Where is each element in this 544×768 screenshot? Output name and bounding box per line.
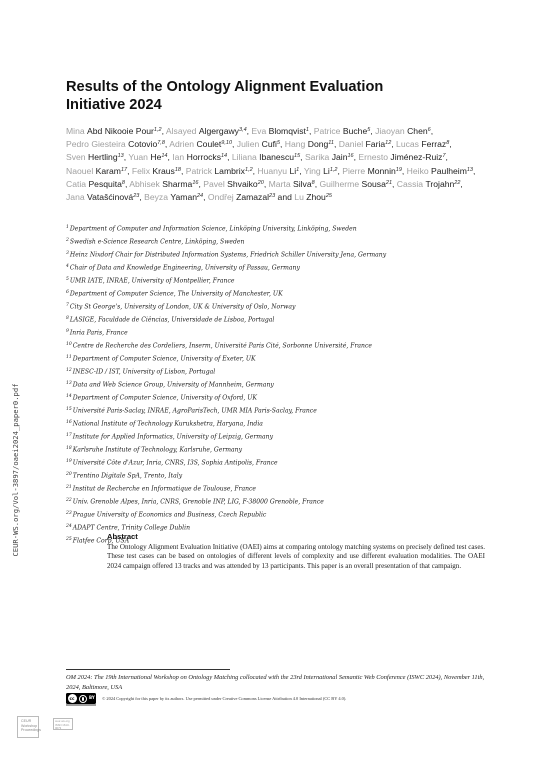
conference-footnote: OM 2024: The 19th International Workshop on Ontology Matching collocated with the 23rd International Semantic Web Conference (ISWC 2024), November 11th, 2024, Baltimore, USA bbox=[66, 674, 485, 691]
author-entry bbox=[407, 166, 476, 176]
author-separator: , bbox=[314, 178, 318, 189]
author-family-name: Pesquita bbox=[88, 178, 122, 189]
affiliation-item bbox=[66, 313, 486, 326]
affiliation-number: 6 bbox=[66, 290, 69, 295]
affiliation-number: 3 bbox=[66, 251, 69, 256]
license-text: © 2024 Copyright for this paper by its authors. Use permitted under Creative Commons License Attribution 4.0 International (CC BY 4.0). bbox=[102, 696, 347, 701]
ceur-url-text: CEUR-WS.org/Vol-3897/oaei2024_paper0.pdf bbox=[11, 383, 20, 557]
author-entry bbox=[358, 152, 448, 162]
author-separator: , bbox=[198, 178, 201, 189]
affiliation-number: 16 bbox=[66, 420, 72, 425]
affiliation-number: 20 bbox=[66, 472, 72, 477]
author-entry bbox=[132, 166, 184, 176]
affiliation-number: 12 bbox=[66, 368, 72, 373]
author-entry bbox=[285, 139, 337, 149]
author-family-name: Monnin bbox=[367, 165, 396, 176]
author-entry bbox=[66, 179, 127, 189]
cc-badge-underline bbox=[66, 704, 96, 706]
author-affiliation-marker: 9,10 bbox=[221, 140, 233, 147]
affiliation-list bbox=[66, 222, 486, 547]
affiliation-text: Inria Paris, France bbox=[69, 329, 128, 337]
author-given-name: Hang bbox=[284, 139, 306, 150]
affiliation-text: Swedish e-Science Research Centre, Linköping, Sweden bbox=[69, 238, 245, 246]
affiliation-text: Institute for Applied Informatics, University of Leipzig, Germany bbox=[72, 433, 274, 441]
author-family-name: Ferraz bbox=[421, 139, 447, 150]
paper-title bbox=[66, 78, 486, 114]
affiliation-item bbox=[66, 469, 486, 482]
author-entry bbox=[294, 192, 332, 202]
affiliation-number: 23 bbox=[66, 511, 72, 516]
affiliation-item bbox=[66, 443, 486, 456]
author-family-name: Coulet bbox=[196, 139, 222, 150]
affiliation-item bbox=[66, 378, 486, 391]
author-affiliation-marker: 7 bbox=[442, 153, 446, 160]
author-affiliation-marker: 5 bbox=[367, 127, 371, 133]
affiliation-item bbox=[66, 430, 486, 443]
author-affiliation-marker: 8 bbox=[446, 140, 450, 147]
author-separator: , bbox=[430, 126, 434, 136]
author-separator: , bbox=[167, 152, 170, 163]
author-given-name: Liliana bbox=[231, 152, 257, 163]
author-family-name: Sharma bbox=[162, 178, 193, 189]
author-separator: , bbox=[300, 152, 303, 163]
author-affiliation-marker: 13 bbox=[466, 166, 473, 173]
affiliation-number: 21 bbox=[66, 485, 72, 490]
author-separator: , bbox=[161, 126, 164, 136]
affiliation-item bbox=[66, 391, 486, 404]
author-family-name: Li bbox=[323, 165, 330, 176]
affiliation-item bbox=[66, 261, 486, 274]
author-affiliation-marker: 16 bbox=[192, 179, 199, 186]
author-entry bbox=[319, 179, 394, 189]
author-given-name: Guilherme bbox=[319, 178, 360, 189]
author-given-name: Alsayed bbox=[165, 126, 197, 136]
author-given-name: Ian bbox=[172, 152, 185, 163]
cc-icon: cc bbox=[68, 694, 77, 703]
author-affiliation-marker: 6 bbox=[427, 127, 431, 133]
author-family-name: Algergawy bbox=[198, 126, 239, 136]
author-separator: , bbox=[280, 139, 283, 150]
author-family-name: Abd Nikooie Pour bbox=[87, 126, 154, 136]
author-affiliation-marker: 5 bbox=[276, 140, 281, 147]
affiliation-number: 24 bbox=[66, 524, 72, 529]
affiliation-text: City St George's, University of London, UK & University of Oslo, Norway bbox=[69, 303, 296, 311]
author-family-name: Hertling bbox=[87, 152, 118, 163]
affiliation-text: National Institute of Technology Kurukshetra, Haryana, India bbox=[72, 420, 263, 428]
affiliation-text: Heinz Nixdorf Chair for Distributed Information Systems, Friedrich Schiller University Jena, Germany bbox=[69, 251, 387, 259]
author-entry bbox=[66, 139, 167, 149]
ceur-logo-line: Workshop bbox=[21, 723, 38, 728]
affiliation-number: 8 bbox=[66, 316, 69, 321]
author-given-name: Abhisek bbox=[129, 178, 160, 189]
by-label: BY bbox=[89, 695, 95, 700]
affiliation-number: 2 bbox=[66, 238, 69, 243]
author-family-name: Kraus bbox=[152, 165, 175, 176]
author-given-name: Julien bbox=[236, 139, 260, 150]
author-affiliation-marker: 1 bbox=[296, 166, 300, 173]
author-given-name: Mina bbox=[66, 126, 85, 136]
author-entry bbox=[339, 139, 394, 149]
author-affiliation-marker: 22 bbox=[454, 179, 461, 186]
author-affiliation-marker: 24 bbox=[197, 193, 204, 200]
author-family-name: Li bbox=[289, 165, 297, 176]
affiliation-item bbox=[66, 482, 486, 495]
ceur-url-sidebar bbox=[0, 340, 20, 600]
affiliation-text: Prague University of Economics and Business, Czech Republic bbox=[72, 511, 267, 519]
affiliation-number: 18 bbox=[66, 446, 72, 451]
author-affiliation-marker: 19 bbox=[395, 166, 402, 173]
author-entry bbox=[257, 166, 301, 176]
author-affiliation-marker: 21 bbox=[385, 179, 393, 186]
author-given-name: Daniel bbox=[338, 139, 364, 150]
author-entry bbox=[166, 126, 249, 136]
ceur-logo-line: Proceedings bbox=[21, 728, 41, 733]
author-entry bbox=[375, 126, 433, 136]
affiliation-number: 22 bbox=[66, 498, 72, 503]
author-given-name: Patrice bbox=[313, 126, 341, 136]
author-separator: , bbox=[252, 165, 256, 176]
affiliation-text: ADAPT Centre, Trinity College Dublin bbox=[72, 524, 191, 532]
author-family-name: Horrocks bbox=[186, 152, 221, 163]
author-affiliation-marker: 3,4 bbox=[238, 127, 247, 133]
author-entry bbox=[342, 166, 404, 176]
author-given-name: Catia bbox=[66, 178, 87, 189]
author-given-name: Felix bbox=[131, 165, 150, 176]
author-affiliation-marker: 15 bbox=[294, 153, 301, 160]
author-family-name: Silva bbox=[292, 178, 312, 189]
author-family-name: Zhou bbox=[306, 192, 326, 203]
author-separator: , bbox=[227, 152, 230, 163]
affiliation-text: Department of Computer Science, University of Oxford, UK bbox=[72, 394, 257, 402]
affiliation-number: 13 bbox=[66, 381, 72, 386]
affiliation-item bbox=[66, 274, 486, 287]
author-affiliation-marker: 14 bbox=[221, 153, 228, 160]
affiliation-text: UMR IATE, INRAE, University of Montpellier, France bbox=[69, 277, 235, 285]
author-separator: , bbox=[299, 165, 302, 176]
author-given-name: Patrick bbox=[185, 165, 213, 176]
affiliation-text: Institut de Recherche en Informatique de Toulouse, France bbox=[72, 485, 257, 493]
affiliation-number: 11 bbox=[66, 355, 72, 360]
author-family-name: Karam bbox=[95, 165, 121, 176]
affiliation-item bbox=[66, 222, 486, 235]
author-given-name: Adrien bbox=[169, 139, 195, 150]
affiliation-item bbox=[66, 404, 486, 417]
author-affiliation-marker: 7,8 bbox=[157, 140, 165, 147]
author-entry bbox=[304, 166, 340, 176]
author-entry bbox=[128, 152, 170, 162]
author-separator: , bbox=[139, 192, 142, 203]
affiliation-text: Trentino Digitale SpA, Trento, Italy bbox=[72, 472, 183, 480]
author-entry bbox=[314, 126, 373, 136]
ceur-logo-box bbox=[17, 716, 39, 738]
author-separator: , bbox=[180, 165, 184, 176]
author-given-name: Beyza bbox=[144, 192, 169, 203]
author-family-name: Jain bbox=[331, 152, 348, 163]
author-given-name: Yuan bbox=[128, 152, 148, 163]
affiliation-number: 14 bbox=[66, 394, 72, 399]
author-separator: , bbox=[337, 165, 340, 176]
affiliation-item bbox=[66, 235, 486, 248]
affiliation-number: 19 bbox=[66, 459, 72, 464]
author-affiliation-marker: 12 bbox=[385, 140, 392, 147]
author-entry bbox=[172, 152, 229, 162]
ceur-issn-text: ISSN 1613-0073 bbox=[55, 722, 70, 731]
author-given-name: Cassia bbox=[396, 178, 424, 189]
affiliation-number: 10 bbox=[66, 342, 72, 347]
affiliation-number: 1 bbox=[66, 225, 69, 230]
author-given-name: Naouel bbox=[66, 165, 94, 176]
author-entry bbox=[144, 192, 205, 202]
author-separator: , bbox=[308, 126, 312, 136]
affiliation-item bbox=[66, 326, 486, 339]
affiliation-item bbox=[66, 456, 486, 469]
author-given-name: Marta bbox=[268, 178, 291, 189]
affiliation-text: Centre de Recherche des Cordeliers, Inserm, Université Paris Cité, Sorbonne Université, France bbox=[72, 342, 372, 350]
author-list bbox=[66, 124, 484, 203]
author-entry bbox=[396, 139, 452, 149]
author-separator: , bbox=[127, 165, 130, 176]
affiliation-number: 5 bbox=[66, 277, 69, 282]
author-separator: , bbox=[445, 152, 448, 163]
author-separator: , bbox=[392, 178, 395, 189]
author-affiliation-marker: 1,2 bbox=[153, 127, 162, 133]
affiliation-text: Université Côte d'Azur, Inria, CNRS, I3S, Sophia Antipolis, France bbox=[72, 459, 278, 467]
author-affiliation-marker: 8 bbox=[311, 179, 315, 186]
author-given-name: Lu bbox=[294, 192, 304, 203]
author-affiliation-marker: 1,2 bbox=[244, 166, 253, 173]
affiliation-text: Department of Computer and Information Science, Linköping University, Linköping, Sweden bbox=[69, 225, 357, 233]
affiliation-number: 7 bbox=[66, 303, 69, 308]
affiliation-item bbox=[66, 300, 486, 313]
author-affiliation-marker: 13 bbox=[117, 153, 124, 160]
author-separator: , bbox=[473, 165, 476, 176]
author-affiliation-marker: 1,2 bbox=[329, 166, 338, 173]
ceur-logo-line: CEUR bbox=[21, 719, 32, 723]
author-affiliation-marker: 16 bbox=[347, 153, 354, 160]
cc-by-badge-icon bbox=[66, 693, 96, 704]
affiliation-number: 4 bbox=[66, 264, 69, 269]
author-separator: , bbox=[401, 165, 405, 176]
affiliation-text: Flatfee Corp, USA bbox=[72, 537, 130, 545]
affiliation-text: INESC-ID / IST, University of Lisbon, Portugal bbox=[72, 368, 216, 376]
author-given-name: Jana bbox=[66, 192, 85, 203]
author-entry bbox=[397, 179, 463, 189]
title-line: Results of the Ontology Alignment Evaluation bbox=[66, 79, 384, 95]
author-entry bbox=[186, 166, 255, 176]
affiliation-number: 15 bbox=[66, 407, 72, 412]
author-family-name: Zamazal bbox=[236, 192, 270, 203]
affiliation-item bbox=[66, 495, 486, 508]
author-given-name: Heiko bbox=[406, 165, 429, 176]
author-separator: , bbox=[334, 139, 337, 150]
author-affiliation-marker: 8 bbox=[121, 179, 125, 186]
attribution-person-icon bbox=[79, 695, 87, 703]
author-separator: , bbox=[203, 192, 206, 203]
author-given-name: Pedro Giesteira bbox=[66, 139, 126, 150]
author-given-name: Lucas bbox=[396, 139, 419, 150]
author-affiliation-marker: 1 bbox=[305, 127, 309, 133]
affiliation-text: LASIGE, Faculdade de Ciências, Universidade de Lisboa, Portugal bbox=[69, 316, 275, 324]
author-entry bbox=[305, 152, 356, 162]
author-family-name: Dong bbox=[307, 139, 329, 150]
author-family-name: Yaman bbox=[170, 192, 197, 203]
author-separator: , bbox=[246, 126, 250, 136]
author-entry bbox=[169, 139, 234, 149]
author-given-name: Ying bbox=[303, 165, 321, 176]
author-family-name: Cufi bbox=[261, 139, 277, 150]
author-affiliation-marker: 23 bbox=[133, 193, 140, 200]
author-given-name: Sven bbox=[66, 152, 86, 163]
author-entry bbox=[208, 192, 292, 202]
title-line: Initiative 2024 bbox=[66, 97, 162, 113]
author-family-name: Jiménez-Ruiz bbox=[390, 152, 443, 163]
affiliation-item bbox=[66, 365, 486, 378]
ceur-workshop-logo bbox=[17, 716, 73, 738]
author-entry bbox=[66, 166, 129, 176]
author-given-name: Jiaoyan bbox=[375, 126, 405, 136]
author-family-name: Cotovio bbox=[128, 139, 158, 150]
affiliation-item bbox=[66, 417, 486, 430]
author-affiliation-marker: 20 bbox=[257, 179, 264, 186]
author-given-name: Eva bbox=[251, 126, 267, 136]
license-notice bbox=[66, 693, 486, 705]
author-family-name: Shvaiko bbox=[227, 178, 258, 189]
author-family-name: Ibanescu bbox=[259, 152, 295, 163]
affiliation-item bbox=[66, 287, 486, 300]
ceur-issn-box bbox=[53, 718, 73, 730]
author-entry bbox=[237, 139, 283, 149]
author-family-name: Lambrix bbox=[214, 165, 245, 176]
author-family-name: Paulheim bbox=[431, 165, 467, 176]
author-entry bbox=[232, 152, 303, 162]
author-separator: , bbox=[232, 139, 235, 150]
author-family-name: Faria bbox=[365, 139, 386, 150]
author-affiliation-marker: 14 bbox=[161, 153, 168, 160]
author-family-name: Sousa bbox=[361, 178, 386, 189]
affiliation-text: Department of Computer Science, The University of Manchester, UK bbox=[69, 290, 283, 298]
author-separator: , bbox=[391, 139, 394, 150]
author-entry bbox=[66, 152, 126, 162]
author-separator: , bbox=[460, 178, 463, 189]
affiliation-number: 25 bbox=[66, 537, 72, 542]
affiliation-text: Karlsruhe Institute of Technology, Karlsruhe, Germany bbox=[72, 446, 243, 454]
author-entry bbox=[66, 126, 164, 136]
abstract-body: The Ontology Alignment Evaluation Initiative (OAEI) aims at comparing ontology matching systems on precisely defined test cases. These test cases can be based on ontologies of different levels of complexity and use different evaluation modalities. The OAEI 2024 campaign offered 13 tracks and was attended by 13 participants. This paper is an overall presentation of that campaign. bbox=[107, 543, 485, 570]
author-affiliation-marker: 25 bbox=[325, 193, 332, 200]
author-separator: , bbox=[124, 178, 128, 189]
author-given-name: Ernesto bbox=[358, 152, 388, 163]
author-entry bbox=[269, 179, 317, 189]
affiliation-item bbox=[66, 339, 486, 352]
author-separator: , bbox=[123, 152, 127, 163]
author-family-name: Blomqvist bbox=[268, 126, 306, 136]
author-affiliation-marker: 11 bbox=[328, 140, 334, 147]
author-separator: and bbox=[275, 192, 292, 203]
author-family-name: Buche bbox=[342, 126, 368, 136]
affiliation-text: Data and Web Science Group, University of Mannheim, Germany bbox=[72, 381, 274, 389]
author-entry bbox=[129, 179, 201, 189]
affiliation-text: Chair of Data and Knowledge Engineering, University of Passau, Germany bbox=[69, 264, 300, 272]
author-given-name: Ondřej bbox=[207, 192, 234, 203]
author-family-name: Vatašćinová bbox=[87, 192, 134, 203]
ceur-site-text: ceur-ws.org bbox=[55, 719, 70, 723]
affiliation-text: Univ. Grenoble Alpes, Inria, CNRS, Grenoble INP, LIG, F-38000 Grenoble, France bbox=[72, 498, 324, 506]
author-family-name: He bbox=[150, 152, 162, 163]
affiliation-item bbox=[66, 248, 486, 261]
author-affiliation-marker: 17 bbox=[120, 166, 128, 173]
author-family-name: Chen bbox=[407, 126, 428, 136]
author-separator: , bbox=[449, 139, 452, 150]
author-family-name: Trojahn bbox=[425, 178, 455, 189]
abstract-heading: Abstract bbox=[107, 532, 138, 541]
affiliation-item bbox=[66, 508, 486, 521]
abstract-section bbox=[107, 532, 485, 571]
affiliation-text: Department of Computer Science, University of Exeter, UK bbox=[72, 355, 256, 363]
author-separator: , bbox=[164, 139, 168, 150]
affiliation-number: 9 bbox=[66, 329, 69, 334]
author-given-name: Pierre bbox=[342, 165, 366, 176]
author-separator: , bbox=[370, 126, 373, 136]
author-affiliation-marker: 23 bbox=[269, 193, 276, 200]
author-given-name: Pavel bbox=[203, 178, 225, 189]
affiliation-text: Université Paris-Saclay, INRAE, AgroParisTech, UMR MIA Paris-Saclay, France bbox=[72, 407, 317, 415]
author-affiliation-marker: 18 bbox=[174, 166, 181, 173]
author-given-name: Sarika bbox=[304, 152, 330, 163]
author-given-name: Huanyu bbox=[257, 165, 288, 176]
author-entry bbox=[251, 126, 311, 136]
author-separator: , bbox=[263, 178, 267, 189]
footnote-rule bbox=[66, 669, 230, 670]
author-entry bbox=[203, 179, 266, 189]
affiliation-number: 17 bbox=[66, 433, 72, 438]
author-entry bbox=[66, 192, 142, 202]
author-separator: , bbox=[353, 152, 356, 163]
affiliation-item bbox=[66, 352, 486, 365]
